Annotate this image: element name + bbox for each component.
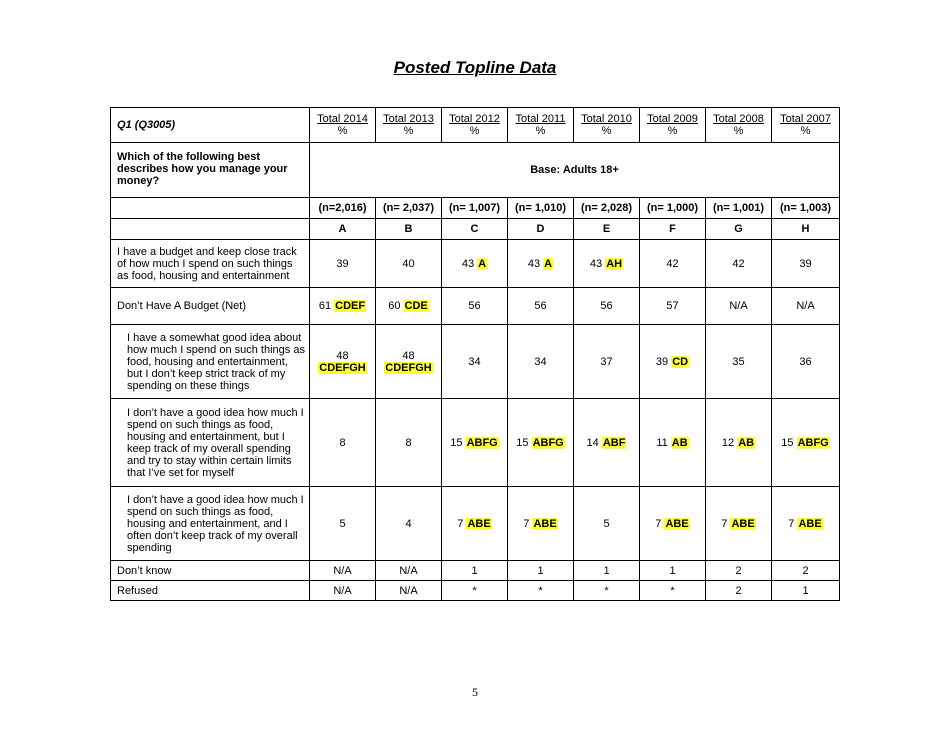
- column-n: (n= 1,000): [640, 198, 706, 219]
- cell-value: 15: [781, 436, 794, 449]
- cell-value: 5: [603, 517, 610, 530]
- column-name: Total 2007: [780, 113, 831, 125]
- cell-value: 7: [523, 517, 530, 530]
- cell-value: 36: [799, 355, 812, 368]
- significance-marker: ABE: [467, 517, 491, 530]
- significance-marker: CDEFGH: [385, 361, 432, 374]
- cell-value: 39: [799, 257, 812, 270]
- table-cell: [310, 581, 376, 601]
- question-code: Q1 (Q3005): [111, 108, 310, 143]
- cell-value: 37: [600, 355, 613, 368]
- column-letter: G: [706, 219, 772, 240]
- column-letter: A: [310, 219, 376, 240]
- table-cell: [376, 487, 442, 561]
- table-cell: [442, 288, 508, 325]
- table-row: [111, 288, 840, 325]
- cell-value: 56: [468, 300, 481, 312]
- cell-value: 43: [527, 257, 541, 270]
- topline-table: [110, 107, 840, 601]
- table-cell: [640, 240, 706, 288]
- table-cell: [376, 581, 442, 601]
- page-number: 5: [472, 685, 478, 699]
- table-cell: [508, 240, 574, 288]
- table-cell: [508, 487, 574, 561]
- table-cell: [376, 561, 442, 581]
- table-cell: [310, 399, 376, 487]
- n-row: [111, 198, 840, 219]
- cell-value: 15: [516, 436, 529, 449]
- table-cell: [706, 240, 772, 288]
- cell-value: 1: [669, 564, 676, 577]
- table-row: [111, 487, 840, 561]
- table-cell: [706, 487, 772, 561]
- table-cell: [772, 325, 840, 399]
- table-cell: [376, 325, 442, 399]
- table-cell: [376, 288, 442, 325]
- column-name: Total 2014: [317, 113, 368, 125]
- column-header: [508, 108, 574, 143]
- row-label: I don’t have a good idea how much I spend on such things as food, housing and entertainment, and I often don’t keep track of my overall spending: [111, 487, 310, 561]
- significance-marker: ABFG: [532, 436, 564, 449]
- cell-value: 1: [603, 564, 610, 577]
- column-header: [310, 108, 376, 143]
- letter-row-label: [111, 219, 310, 240]
- cell-value: N/A: [729, 300, 748, 312]
- table-cell: [574, 561, 640, 581]
- column-name: Total 2013: [383, 113, 434, 125]
- table-cell: [640, 581, 706, 601]
- significance-marker: ABFG: [466, 436, 498, 449]
- cell-value: N/A: [796, 300, 815, 312]
- table-cell: [442, 561, 508, 581]
- table-cell: [772, 240, 840, 288]
- significance-marker: ABF: [602, 436, 626, 449]
- cell-value: 34: [534, 355, 547, 368]
- cell-value: 60: [388, 300, 401, 312]
- significance-marker: CD: [672, 355, 689, 368]
- table-cell: [574, 240, 640, 288]
- row-label: I have a somewhat good idea about how much I spend on such things as food, housing and entertainment, but I don’t keep strict track of my spending on these things: [111, 325, 310, 399]
- column-unit: %: [535, 125, 546, 137]
- table-cell: [574, 581, 640, 601]
- significance-marker: A: [544, 257, 553, 270]
- row-label: I don’t have a good idea how much I spend on such things as food, housing and entertainment, but I keep track of my overall spending and try to stay within certain limits that I’ve set for myself: [111, 399, 310, 487]
- cell-value: 57: [666, 300, 679, 312]
- column-unit: %: [337, 125, 348, 137]
- table-cell: [310, 561, 376, 581]
- cell-value: *: [472, 584, 477, 597]
- column-header: [376, 108, 442, 143]
- table-cell: [442, 487, 508, 561]
- cell-value: 12: [721, 436, 735, 449]
- cell-value: 1: [471, 564, 478, 577]
- cell-value: 1: [802, 584, 809, 597]
- cell-value: *: [538, 584, 543, 597]
- table-cell: [706, 399, 772, 487]
- column-unit: %: [469, 125, 480, 137]
- cell-value: 14: [586, 436, 599, 449]
- table-cell: [508, 288, 574, 325]
- column-name: Total 2012: [449, 113, 500, 125]
- cell-value: 7: [655, 517, 662, 530]
- table-cell: [376, 240, 442, 288]
- column-n: (n= 2,037): [376, 198, 442, 219]
- column-header: [706, 108, 772, 143]
- column-unit: %: [601, 125, 612, 137]
- significance-marker: AB: [738, 436, 755, 449]
- column-unit: %: [667, 125, 678, 137]
- page-title: Posted Topline Data: [393, 58, 557, 77]
- column-name: Total 2008: [713, 113, 764, 125]
- table-cell: [772, 288, 840, 325]
- question-row: [111, 143, 840, 198]
- table-cell: [376, 399, 442, 487]
- significance-marker: ABE: [665, 517, 689, 530]
- cell-value: 42: [666, 257, 679, 270]
- table-cell: [772, 399, 840, 487]
- significance-marker: A: [478, 257, 487, 270]
- significance-marker: ABFG: [797, 436, 829, 449]
- cell-value: 40: [402, 257, 415, 270]
- column-unit: %: [800, 125, 811, 137]
- cell-value: 2: [735, 564, 742, 577]
- cell-value: 42: [732, 257, 745, 270]
- table-cell: [706, 561, 772, 581]
- table-row: [111, 581, 840, 601]
- column-unit: %: [403, 125, 414, 137]
- table-cell: [310, 325, 376, 399]
- table-body: [111, 108, 840, 601]
- column-header: [772, 108, 840, 143]
- column-header: [574, 108, 640, 143]
- cell-value: 2: [802, 564, 809, 577]
- table-cell: [640, 325, 706, 399]
- cell-value: 61: [318, 300, 332, 312]
- cell-value: 39: [336, 257, 349, 270]
- cell-value: 11: [656, 436, 668, 449]
- cell-value: 56: [600, 300, 613, 312]
- column-letter: E: [574, 219, 640, 240]
- column-header: [640, 108, 706, 143]
- row-label: Don’t Have A Budget (Net): [111, 288, 310, 325]
- cell-value: 7: [788, 517, 795, 530]
- cell-value: 34: [468, 355, 481, 368]
- cell-value: 43: [461, 257, 475, 270]
- table-cell: [508, 325, 574, 399]
- n-row-label: [111, 198, 310, 219]
- column-letter: D: [508, 219, 574, 240]
- table-cell: [640, 288, 706, 325]
- significance-marker: ABE: [798, 517, 822, 530]
- table-row: [111, 240, 840, 288]
- column-letter: C: [442, 219, 508, 240]
- table-cell: [772, 487, 840, 561]
- cell-value: 35: [732, 355, 745, 368]
- base-label: Base: Adults 18+: [310, 143, 840, 198]
- table-cell: [772, 561, 840, 581]
- cell-value: 39: [655, 355, 669, 368]
- column-letter: B: [376, 219, 442, 240]
- table-cell: [574, 325, 640, 399]
- cell-value: 1: [537, 564, 544, 577]
- letter-row: [111, 219, 840, 240]
- significance-marker: CDEFGH: [319, 361, 366, 374]
- significance-marker: AB: [671, 436, 688, 449]
- cell-value: *: [604, 584, 609, 597]
- table-cell: [442, 399, 508, 487]
- table-cell: [442, 240, 508, 288]
- column-unit: %: [733, 125, 744, 137]
- cell-value: N/A: [333, 564, 352, 577]
- column-name: Total 2009: [647, 113, 698, 125]
- table-cell: [310, 288, 376, 325]
- cell-value: 4: [405, 517, 412, 530]
- row-label: I have a budget and keep close track of how much I spend on such things as food, housing and entertainment: [111, 240, 310, 288]
- table-cell: [706, 288, 772, 325]
- question-text: Which of the following best describes how you manage your money?: [111, 143, 310, 198]
- row-label: Don’t know: [111, 561, 310, 581]
- cell-value: N/A: [399, 564, 418, 577]
- column-n: (n= 2,028): [574, 198, 640, 219]
- column-letter: H: [772, 219, 840, 240]
- table-row: [111, 399, 840, 487]
- significance-marker: ABE: [731, 517, 755, 530]
- cell-value: 8: [405, 436, 412, 449]
- table-cell: [508, 581, 574, 601]
- table-cell: [574, 399, 640, 487]
- table-cell: [772, 581, 840, 601]
- significance-marker: CDEF: [335, 300, 366, 312]
- row-label: Refused: [111, 581, 310, 601]
- cell-value: 7: [457, 517, 464, 530]
- table-cell: [640, 561, 706, 581]
- cell-value: 48: [336, 349, 349, 362]
- cell-value: 8: [339, 436, 346, 449]
- cell-value: 48: [402, 349, 415, 362]
- cell-value: 56: [534, 300, 547, 312]
- column-n: (n=2,016): [310, 198, 376, 219]
- table-cell: [640, 487, 706, 561]
- cell-value: 2: [735, 584, 742, 597]
- table-row: [111, 561, 840, 581]
- cell-value: 5: [339, 517, 346, 530]
- column-name: Total 2011: [515, 113, 566, 125]
- table-cell: [508, 561, 574, 581]
- cell-value: 7: [721, 517, 728, 530]
- column-header: [442, 108, 508, 143]
- table-cell: [574, 288, 640, 325]
- column-letter: F: [640, 219, 706, 240]
- table-cell: [640, 399, 706, 487]
- column-n: (n= 1,007): [442, 198, 508, 219]
- table-cell: [310, 487, 376, 561]
- column-n: (n= 1,003): [772, 198, 840, 219]
- table-cell: [442, 581, 508, 601]
- cell-value: N/A: [399, 584, 418, 597]
- cell-value: 15: [450, 436, 463, 449]
- header-row: [111, 108, 840, 143]
- cell-value: *: [670, 584, 675, 597]
- table-row: [111, 325, 840, 399]
- cell-value: N/A: [333, 584, 352, 597]
- table-cell: [310, 240, 376, 288]
- column-n: (n= 1,010): [508, 198, 574, 219]
- table-cell: [508, 399, 574, 487]
- significance-marker: AH: [606, 257, 623, 270]
- table-cell: [574, 487, 640, 561]
- cell-value: 43: [589, 257, 603, 270]
- significance-marker: ABE: [533, 517, 557, 530]
- table-cell: [442, 325, 508, 399]
- table-cell: [706, 325, 772, 399]
- column-n: (n= 1,001): [706, 198, 772, 219]
- column-name: Total 2010: [581, 113, 632, 125]
- table-cell: [706, 581, 772, 601]
- significance-marker: CDE: [404, 300, 428, 312]
